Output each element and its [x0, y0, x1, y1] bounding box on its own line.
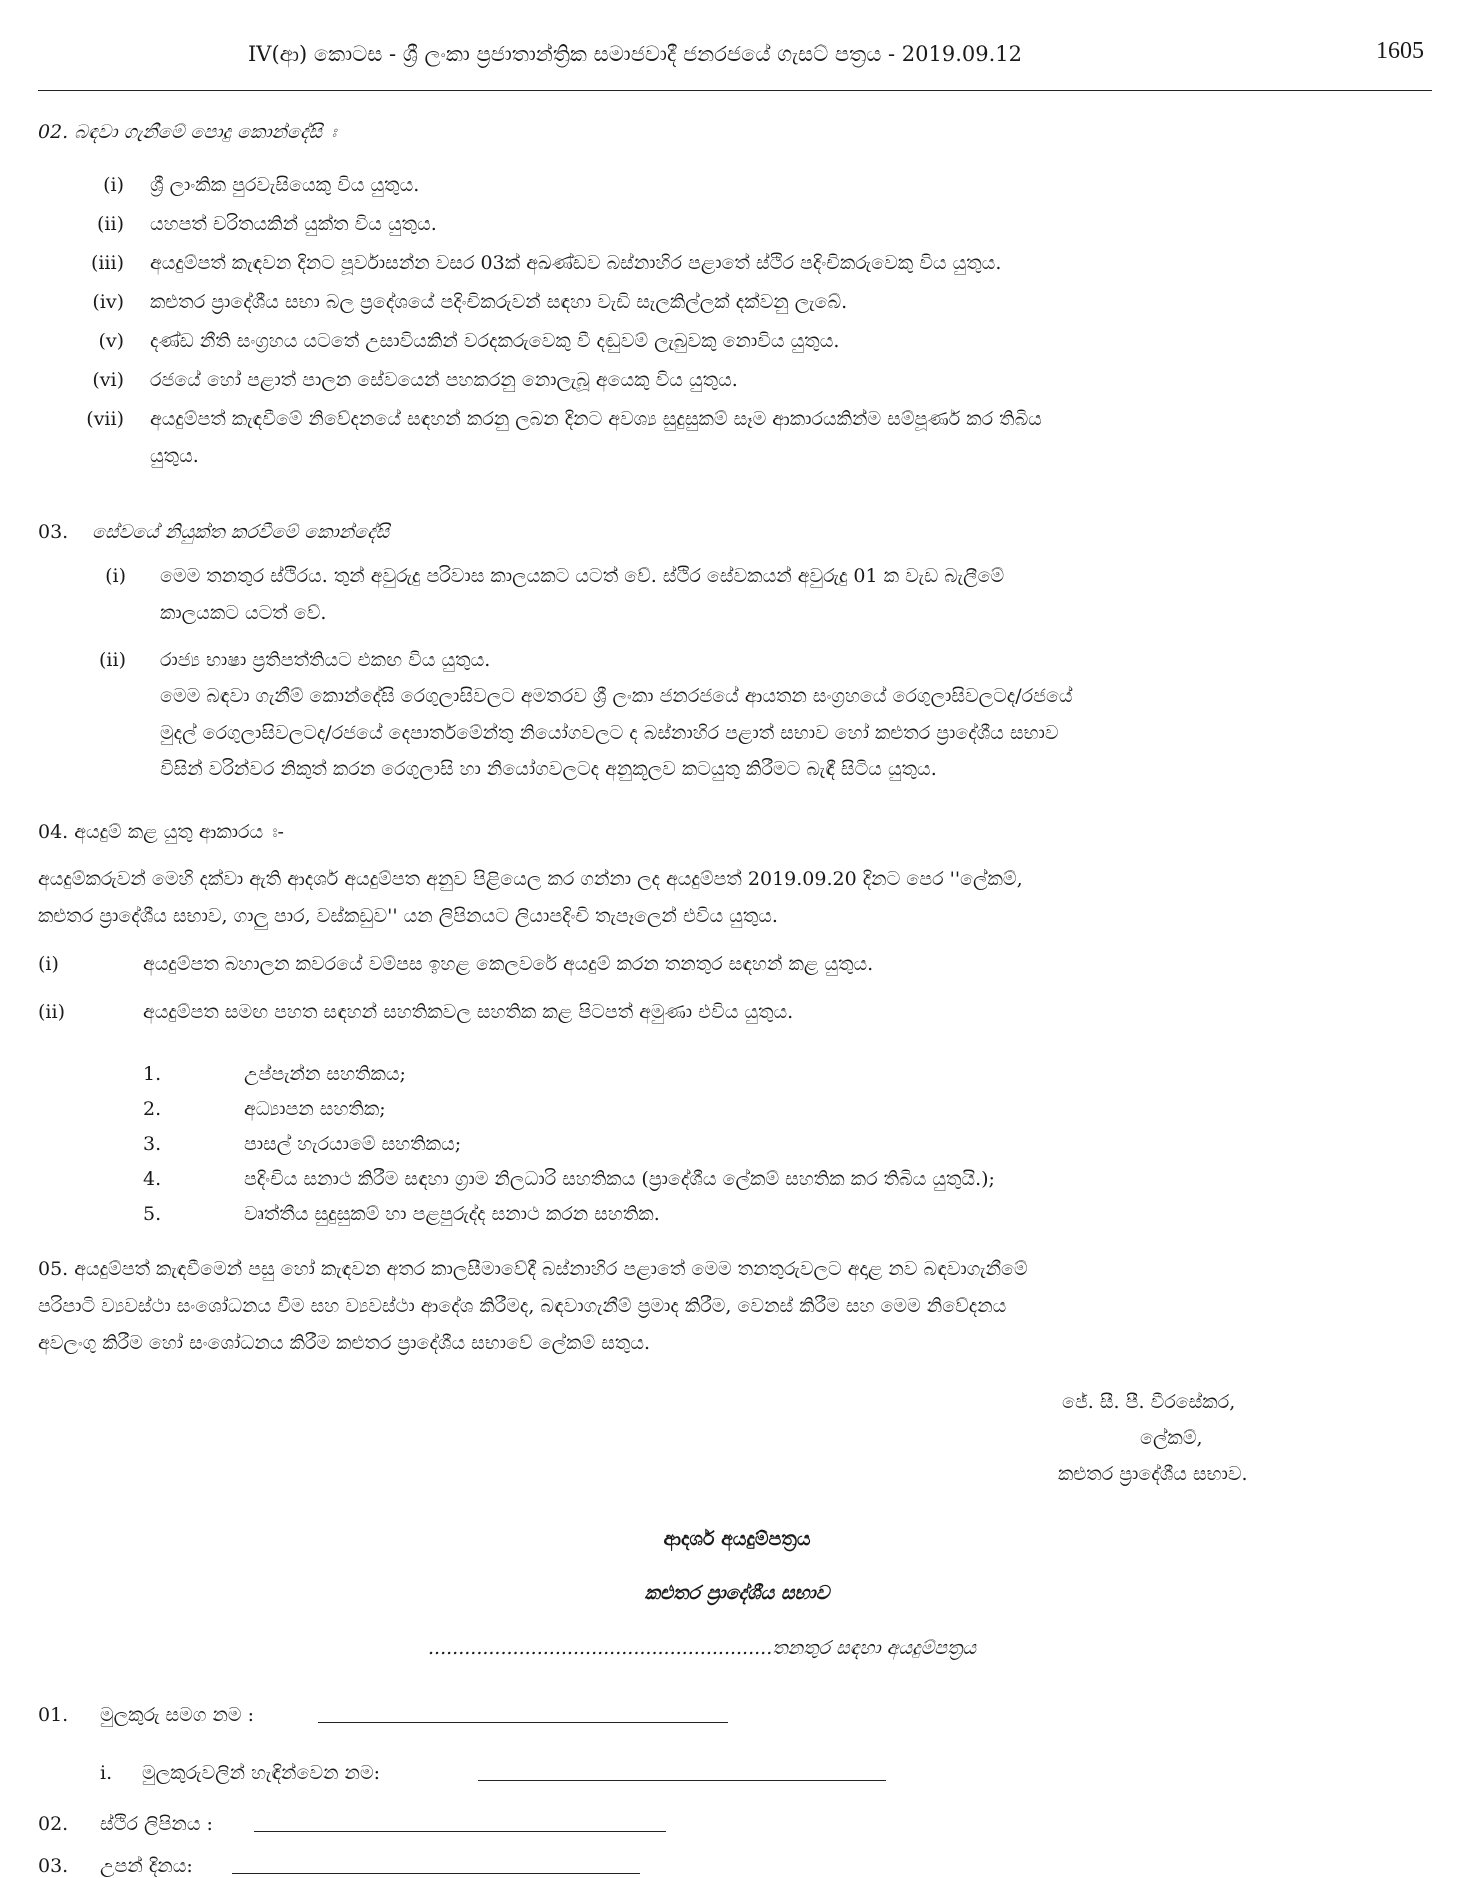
form-field-number: 02.	[38, 1813, 69, 1835]
form-field-label: ස්ථිර ලිපිනය :	[100, 1813, 213, 1835]
form-field-label: මුලකුරුවලින් හැඳින්වෙන නම:	[142, 1762, 381, 1784]
certificate-number: 3.	[143, 1133, 162, 1155]
permanent-address-field[interactable]	[254, 1812, 666, 1836]
form-field-number: 01.	[38, 1704, 69, 1726]
list-item-number: (ii)	[38, 1001, 65, 1023]
form-field-number: i.	[100, 1762, 113, 1784]
paragraph-line: කළුතර ප්‍රාදේශීය සභාව, ගාලු පාර, වස්කඩුව'' යන ලිපිනයට ලියාපදිංචි තැපෑලෙන් එවිය යුතුය.	[38, 905, 778, 927]
list-item-number: (iv)	[92, 291, 124, 313]
paragraph-line: පරිපාටි ව්‍යවස්ථා සංශෝධනය වීම සහ ව්‍යවස්ථා ආදේශ කිරීමද, බඳවාගැනීම් ප්‍රමාද කිරීම, වෙනස් කිරීම සහ මෙම නිවේදනය	[38, 1295, 1007, 1317]
full-name-field[interactable]	[318, 1703, 728, 1727]
form-field-label: උපන් දිනය:	[100, 1855, 193, 1877]
signatory-office: කළුතර ප්‍රාදේශීය සභාව.	[1058, 1463, 1248, 1485]
list-item-text: අයදුම්පත් කැඳවීමේ නිවේදනයේ සඳහන් කරනු ලබන දිනට අවශ්‍ය සුදුසුකම් සෑම ආකාරයකින්ම සම්පූර්ණ කර තිබිය	[150, 408, 1042, 430]
certificate-number: 2.	[143, 1098, 162, 1120]
section-02-heading: 02. බඳවා ගැනීමේ පොදු කොන්දේසි ඃ	[38, 121, 337, 143]
page-number: 1605	[1376, 38, 1424, 64]
list-item-text: විසින් වරින්වර නිකුත් කරන රෙගුලාසි හා නියෝගවලටද අනුකූලව කටයුතු කිරීමට බැඳී සිටිය යුතුය.	[160, 758, 937, 780]
list-item-text: අයදුම්පත සමඟ පහත සඳහන් සහතිකවල සහතික කළ පිටපත් අමුණා එවිය යුතුය.	[143, 1001, 794, 1023]
list-item-number: (vi)	[92, 369, 124, 391]
paragraph-line: 05. අයදුම්පත් කැඳවීමෙන් පසු හෝ කැඳවන අතර කාලසීමාවේදී බස්නාහිර පළාතේ මෙම තනතුරුවලට අදාළ නව බඳවාගැනීමේ	[38, 1258, 1028, 1280]
certificate-number: 1.	[143, 1063, 162, 1085]
list-item-text-continued: යුතුය.	[150, 445, 199, 467]
list-item-text: රජයේ හෝ පළාත් පාලන සේවයෙන් පහකරනු නොලැබූ අයෙකු විය යුතුය.	[150, 369, 738, 391]
list-item-text: මෙම බඳවා ගැනීම් කොන්දේසි රෙගුලාසිවලට අමතරව ශ්‍රී ලංකා ජනරජයේ ආයතන සංග්‍රහයේ රෙගුලාසිවලටද/රජයේ	[160, 685, 1073, 707]
certificate-number: 5.	[143, 1203, 162, 1225]
certificate-text: උප්පැන්න සහතිකය;	[244, 1063, 406, 1085]
list-item-number: (i)	[105, 565, 126, 587]
section-03-heading: සේවයේ නියුක්ත කරවීමේ කොන්දේසි	[92, 521, 390, 543]
date-of-birth-field[interactable]	[232, 1854, 640, 1878]
list-item-text: ශ්‍රී ලාංකික පුරවැසියෙකු විය යුතුය.	[150, 174, 420, 196]
list-item-number: (v)	[98, 330, 124, 352]
list-item-text: කළුතර ප්‍රාදේශීය සභා බල ප්‍රදේශයේ පදිංචිකරුවන් සඳහා වැඩි සැලකිල්ලක් දක්වනු ලැබේ.	[150, 291, 848, 313]
list-item-number: (vii)	[86, 408, 124, 430]
form-field-label: මුලකුරු සමග නම :	[100, 1704, 254, 1726]
model-form-title: ආදර්ශ අයදුම්පත්‍රය	[663, 1528, 811, 1550]
list-item-number: (i)	[38, 953, 59, 975]
certificate-number: 4.	[143, 1168, 162, 1190]
list-item-number: (iii)	[90, 252, 124, 274]
list-item-number: (ii)	[97, 213, 124, 235]
signatory-name: ජේ. සී. පී. වීරසේකර,	[1062, 1391, 1236, 1413]
paragraph-line: අයදුම්කරුවන් මෙහි දක්වා ඇති ආදර්ශ අයදුම්පත අනුව පිළියෙල කර ගන්නා ලද අයදුම්පත් 2019.09.20 දිනට පෙර ''ලේකම්,	[38, 868, 1023, 890]
list-item-text: කාලයකට යටත් වේ.	[160, 602, 327, 624]
list-item-text: යහපත් චරිතයකින් යුක්ත විය යුතුය.	[150, 213, 437, 235]
form-field-number: 03.	[38, 1855, 69, 1877]
list-item-number: (i)	[103, 174, 124, 196]
signatory-designation: ලේකම්,	[1140, 1427, 1203, 1449]
certificate-text: අධ්‍යාපන සහතික;	[244, 1098, 386, 1120]
list-item-text: මෙම තනතුර ස්ථිරය. තුන් අවුරුදු පරිවාස කාලයකට යටත් වේ. ස්ථිර සේවකයන් අවුරුදු 01 ක වැඩ බැලීමේ	[160, 565, 1005, 587]
model-form-subtitle: කළුතර ප්‍රාදේශීය සභාව	[644, 1582, 830, 1604]
section-04-heading: 04. අයදුම් කළ යුතු ආකාරය ඃ-	[38, 821, 284, 843]
certificate-text: පදිංචිය සනාථ කිරීම සඳහා ග්‍රාම නිලධාරි සහතිකය (ප්‍රාදේශීය ලේකම් සහතික කර තිබිය යුතුයි.);	[244, 1168, 995, 1190]
list-item-text: රාජ්‍ය භාෂා ප්‍රතිපත්තියට එකඟ විය යුතුය.	[160, 649, 491, 671]
list-item-text: අයදුම්පත් කැඳවන දිනට පූර්වාසන්න වසර 03ක් අඛණ්ඩව බස්නාහිර පළාතේ ස්ථිර පදිංචිකරුවෙකු විය යුතුය.	[150, 252, 1002, 274]
list-item-text: අයදුම්පත බහාලන කවරයේ වම්පස ඉහළ කෙලවරේ අයදුම් කරන තනතුර සඳහන් කළ යුතුය.	[143, 953, 874, 975]
page-header	[38, 30, 1432, 91]
header-title: IV(ආ) කොටස - ශ්‍රී ලංකා ප්‍රජාතාන්ත්‍රික සමාජවාදී ජනරජයේ ගැසට් පත්‍රය - 2019.09.12	[248, 42, 1022, 66]
certificate-text: වෘත්තීය සුදුසුකම් හා පළපුරුද්ද සනාථ කරන සහතික.	[244, 1203, 660, 1225]
paragraph-line: අවලංගු කිරීම හෝ සංශෝධනය කිරීම කළුතර ප්‍රාදේශීය සභාවේ ලේකම් සතුය.	[38, 1332, 651, 1354]
list-item-text: මුදල් රෙගුලාසිවලටද/රජයේ දෙපාර්තමේන්තු නියෝගවලට ද බස්නාහිර පළාත් සභාව හෝ කළුතර ප්‍රාදේශීය සභාව	[160, 722, 1059, 744]
list-item-text: දණ්ඩ නීති සංග්‍රහය යටතේ උසාවියකින් වරදකරුවෙකු වී දඬුවම් ලැබුවකු නොවිය යුතුය.	[150, 330, 840, 352]
model-form-post-line: .........................................................තනතුර සඳහා අයදුම්පත්‍රය	[428, 1637, 977, 1659]
section-03-number: 03.	[38, 521, 69, 543]
certificate-text: පාසල් හැරයාමේ සහතිකය;	[244, 1133, 462, 1155]
name-by-initials-field[interactable]	[478, 1761, 886, 1785]
list-item-number: (ii)	[99, 649, 126, 671]
